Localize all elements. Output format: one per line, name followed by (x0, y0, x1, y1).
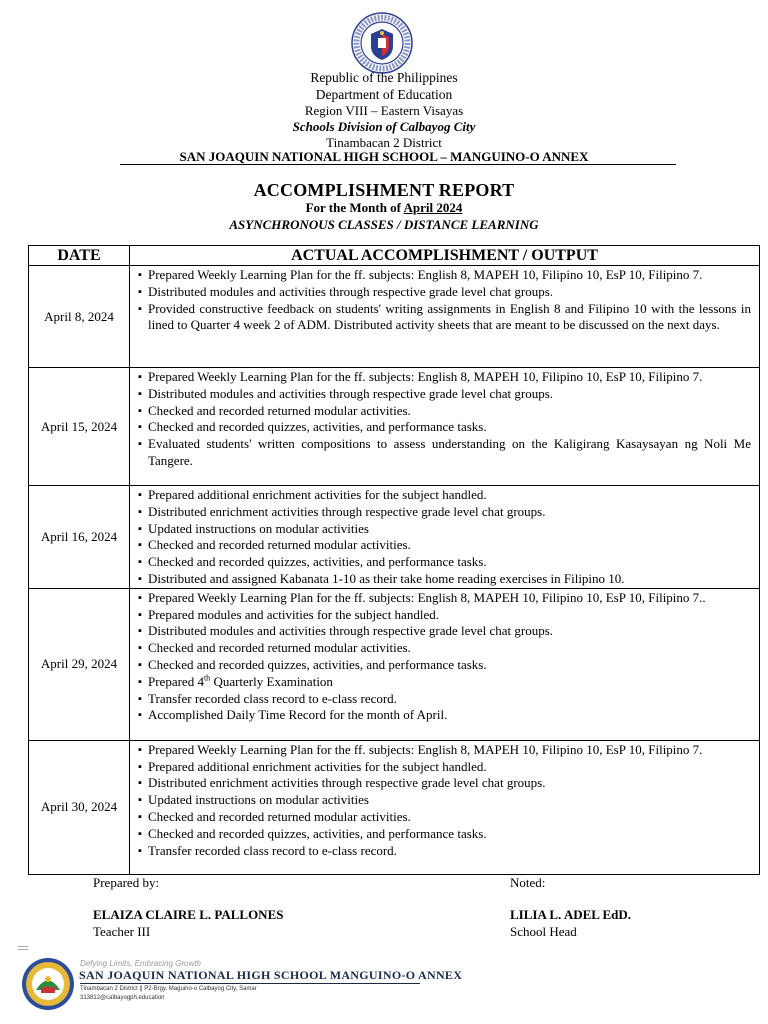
footer-email: 313812@calbayogph.education (80, 995, 165, 1001)
list-item: ▪ Distributed enrichment activities through respective grade level chat groups. (138, 775, 751, 792)
deped-seal-icon (351, 12, 413, 74)
list-item: ▪ Updated instructions on modular activities (138, 521, 751, 538)
list-item: ▪ Provided constructive feedback on students' writing assignments in English 8 and Filipino 10 with the lessons in lined to Quarter 4 week 2 of ADM. Distributed activity sheets that are meant to be discussed on the next days. (138, 301, 751, 335)
list-item: ▪ Checked and recorded returned modular activities. (138, 809, 751, 826)
row-date: April 30, 2024 (29, 740, 130, 874)
school-heading: SAN JOAQUIN NATIONAL HIGH SCHOOL – MANGUINO-O ANNEX (179, 149, 589, 164)
noted-by-name: LILIA L. ADEL EdD. (510, 907, 632, 922)
list-item: ▪ Transfer recorded class record to e-class record. (138, 843, 751, 860)
table-row (29, 368, 760, 486)
report-title: ACCOMPLISHMENT REPORT (253, 180, 515, 200)
list-item: ▪ Prepared Weekly Learning Plan for the ff. subjects: English 8, MAPEH 10, Filipino 10, EsP 10, Filipino 7. (138, 267, 751, 284)
list-item: ▪ Prepared Weekly Learning Plan for the ff. subjects: English 8, MAPEH 10, Filipino 10, EsP 10, Filipino 7. (138, 369, 751, 386)
list-item: ▪ Checked and recorded quizzes, activities, and performance tasks. (138, 554, 751, 571)
report-month (0, 201, 768, 214)
noted-by-label: Noted: (510, 875, 546, 890)
row-date: April 15, 2024 (29, 368, 130, 486)
footer-divider (80, 983, 420, 984)
list-item: ▪ Prepared Weekly Learning Plan for the ff. subjects: English 8, MAPEH 10, Filipino 10, EsP 10, Filipino 7.. (138, 590, 751, 607)
row-date: April 29, 2024 (29, 588, 130, 740)
list-item: ▪ Prepared additional enrichment activities for the subject handled. (138, 759, 751, 776)
list-item: ▪ Checked and recorded quizzes, activities, and performance tasks. (138, 419, 751, 436)
footer-tagline: Defying Limits, Embracing Growth (80, 959, 201, 968)
accomplishment-column-header: ACTUAL ACCOMPLISHMENT / OUTPUT (130, 246, 760, 266)
table-row (29, 266, 760, 368)
row-accomplishments (130, 486, 760, 589)
list-item: ▪ Checked and recorded returned modular activities. (138, 537, 751, 554)
list-item: ▪ Distributed enrichment activities through respective grade level chat groups. (138, 504, 751, 521)
footer-address: Tinambacan 2 District || P2-Brgy. Maguino-o Calbayog City, Samar (80, 986, 257, 992)
table-body (29, 266, 760, 875)
accomplishment-table (28, 245, 760, 875)
month-prefix: For the Month of (305, 200, 404, 215)
table-row (29, 486, 760, 589)
row-accomplishments (130, 740, 760, 874)
accomplishment-list (138, 267, 751, 334)
prepared-by-title: Teacher III (93, 924, 151, 939)
prepared-by-label: Prepared by: (93, 875, 160, 890)
footer-school-name: SAN JOAQUIN NATIONAL HIGH SCHOOL MANGUINO-O ANNEX (79, 968, 463, 982)
item-text: Quarterly Examination (210, 673, 333, 689)
accomplishment-list (138, 590, 751, 724)
list-item: ▪ Prepared additional enrichment activities for the subject handled. (138, 487, 751, 504)
prepared-by-name: ELAIZA CLAIRE L. PALLONES (93, 907, 284, 922)
row-accomplishments (130, 266, 760, 368)
footer-mark (18, 946, 28, 950)
accomplishment-list (138, 742, 751, 860)
division-heading: Schools Division of Calbayog City (292, 119, 476, 134)
list-item: ▪ Transfer recorded class record to e-class record. (138, 691, 751, 708)
list-item: ▪ Updated instructions on modular activities (138, 792, 751, 809)
list-item: ▪ Checked and recorded quizzes, activities, and performance tasks. (138, 826, 751, 843)
republic-heading: Republic of the Philippines (310, 70, 458, 85)
noted-by-title: School Head (510, 924, 577, 939)
list-item: ▪ Prepared modules and activities for the subject handled. (138, 607, 751, 624)
row-accomplishments (130, 368, 760, 486)
list-item: ▪ Checked and recorded returned modular activities. (138, 403, 751, 420)
header-divider (120, 164, 676, 165)
accomplishment-list (138, 369, 751, 470)
list-item: ▪ Checked and recorded quizzes, activities, and performance tasks. (138, 657, 751, 674)
list-item: ▪ Checked and recorded returned modular activities. (138, 640, 751, 657)
list-item: ▪ Distributed modules and activities through respective grade level chat groups. (138, 284, 751, 301)
district-heading: Tinambacan 2 District (326, 135, 442, 150)
date-column-header: DATE (29, 246, 130, 266)
school-logo-icon (21, 957, 75, 1011)
list-item: ▪ Accomplished Daily Time Record for the month of April. (138, 707, 751, 724)
list-item: ▪ Prepared Weekly Learning Plan for the ff. subjects: English 8, MAPEH 10, Filipino 10, EsP 10, Filipino 7. (138, 742, 751, 759)
month-value: April 2024 (403, 200, 463, 215)
accomplishment-list (138, 487, 751, 588)
list-item (138, 674, 751, 691)
region-heading: Region VIII – Eastern Visayas (304, 103, 464, 118)
list-item: ▪ Distributed modules and activities through respective grade level chat groups. (138, 623, 751, 640)
table-row (29, 588, 760, 740)
list-item: ▪ Distributed and assigned Kabanata 1-10 as their take home reading exercises in Filipino 10. (138, 571, 751, 588)
department-heading: Department of Education (315, 87, 453, 102)
list-item: ▪ Evaluated students' written compositions to assess understanding on the Kaligirang Kasaysayan ng Noli Me Tangere. (138, 436, 751, 470)
report-mode: ASYNCHRONOUS CLASSES / DISTANCE LEARNING (229, 217, 539, 232)
table-header-row (29, 246, 760, 266)
table-row (29, 740, 760, 874)
item-text: Prepared 4 (148, 673, 204, 689)
row-date: April 8, 2024 (29, 266, 130, 368)
row-accomplishments (130, 588, 760, 740)
list-item: ▪ Distributed modules and activities through respective grade level chat groups. (138, 386, 751, 403)
item-superscript: th (203, 673, 211, 683)
row-date: April 16, 2024 (29, 486, 130, 589)
